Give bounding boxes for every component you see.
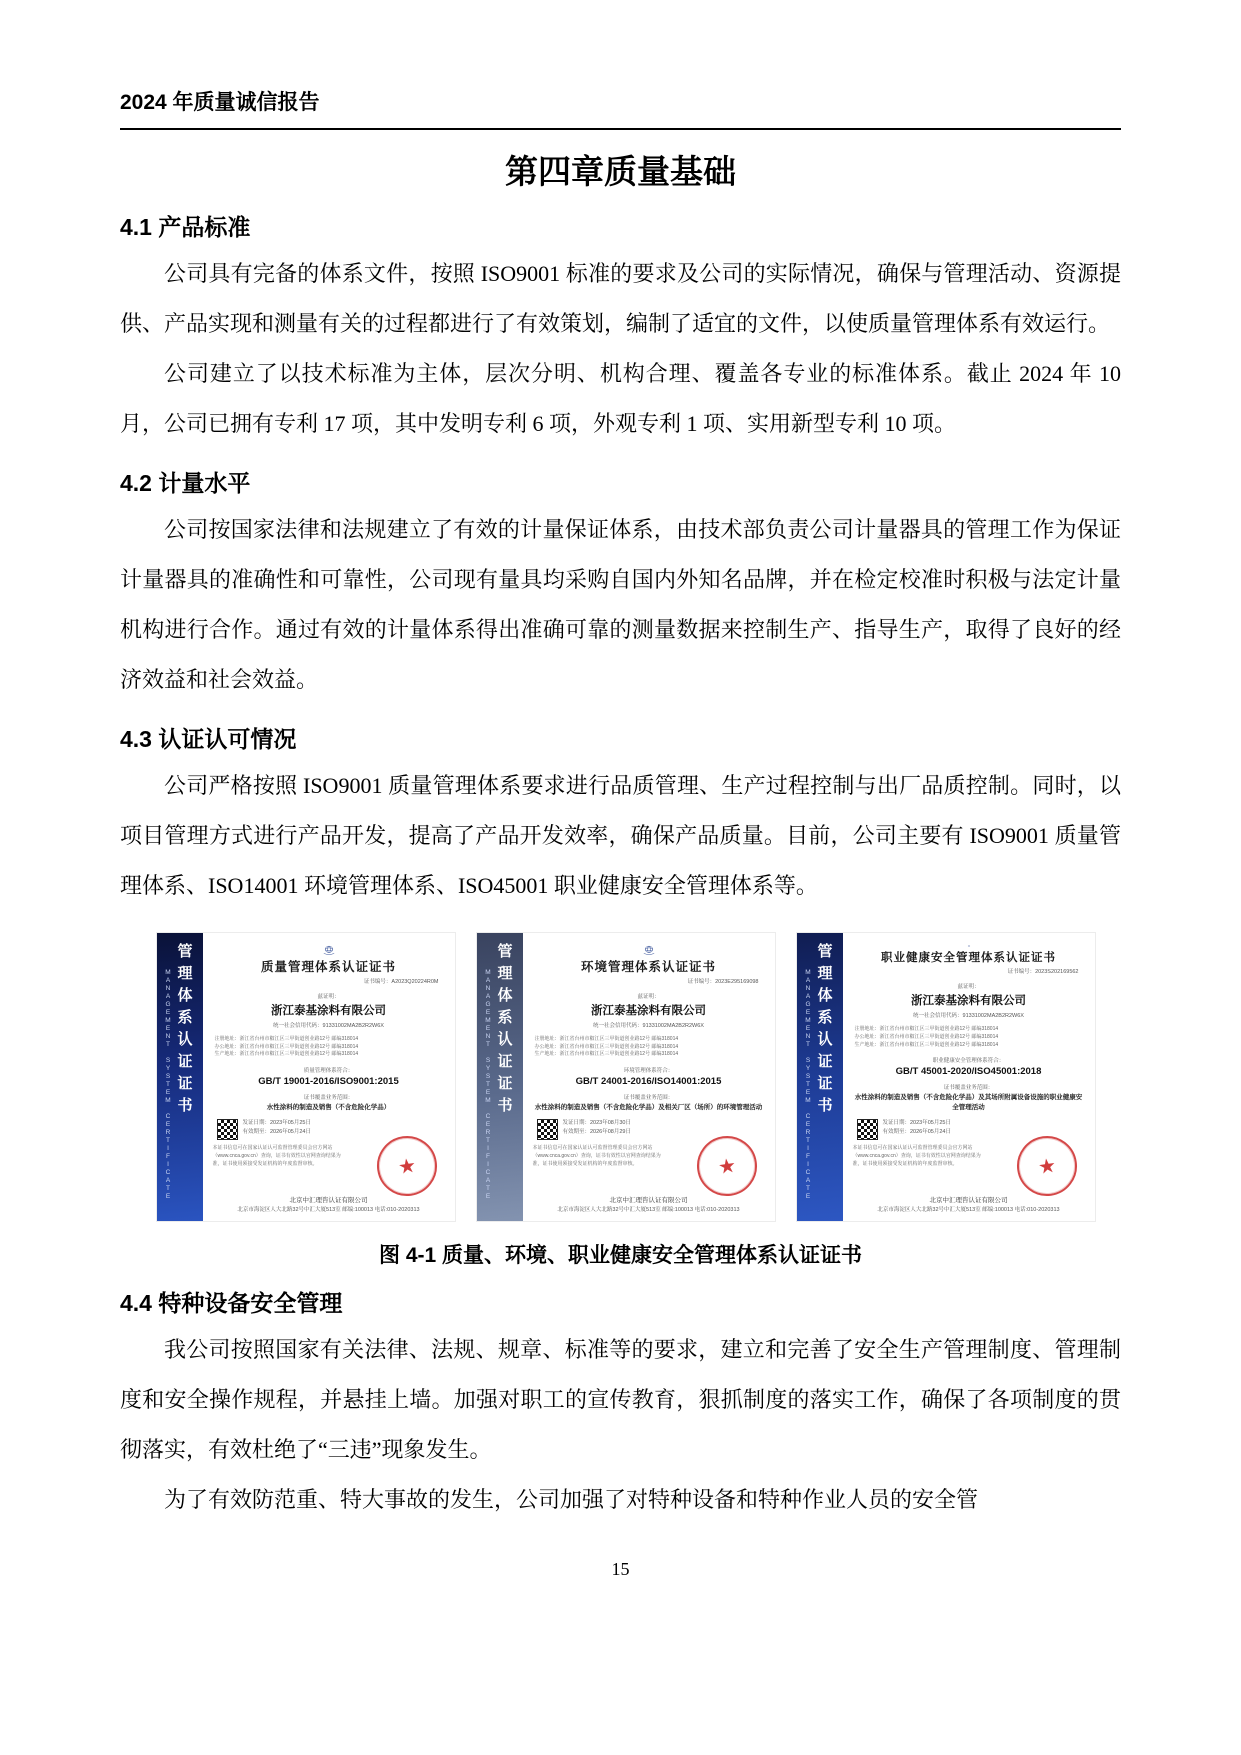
office-address: 办公地址：浙江省台州市椒江区三甲街道创业路12号 邮编318014 <box>534 1043 679 1050</box>
certificate-title: 质量管理体系认证证书 <box>260 959 396 974</box>
figure-caption: 图 4-1 质量、环境、职业健康安全管理体系认证证书 <box>378 1244 863 1267</box>
production-address: 生产地址：浙江省台州市椒江区三甲街道创业路12号 邮编318014 <box>534 1051 679 1058</box>
certificate-number: 证书编号：A2023Q20224R0M <box>363 978 439 985</box>
qr-code-icon <box>537 1119 558 1140</box>
certificate-dates <box>563 1119 631 1138</box>
certificate-footer <box>237 1196 419 1215</box>
issuer-name: 北京中汇理咨认证有限公司 <box>929 1196 1008 1204</box>
production-address: 生产地址：浙江省台州市椒江区三甲街道创业路12号 邮编318014 <box>854 1041 999 1048</box>
certificate-number: 证书编号：2023E295169098 <box>687 978 759 985</box>
scope-text: 水性涂料的制造及销售（不含危险化学品）及其场所附属设备设施的职业健康安全管理活动 <box>854 1094 1083 1112</box>
office-address: 办公地址：浙江省台州市椒江区三甲街道创业路12号 邮编318014 <box>854 1033 999 1040</box>
banner-english-label: MANAGEMENT SYSTEM CERTIFICATE <box>484 969 492 1201</box>
certificate-environment <box>477 933 775 1221</box>
registered-address: 注册地址：浙江省台州市椒江区三甲街道创业路12号 邮编318014 <box>534 1035 679 1042</box>
issue-date: 发证日期：2023年05月25日 <box>242 1119 311 1126</box>
company-name: 浙江泰基涂料有限公司 <box>271 1004 386 1017</box>
paragraph: 公司按国家法律和法规建立了有效的计量保证体系，由技术部负责公司计量器具的管理工作为保证计量器具的准确性和可靠性，公司现有量具均采购自国内外知名品牌，并在检定校准时积极与法定计量机构进行合作。通过有效的计量体系得出准确可靠的测量数据来控制生产、指导生产，取得了良好的经济效益和社会效益。 <box>120 517 1121 692</box>
certificate-dates <box>883 1119 951 1138</box>
verification-note: 本证书信息可在国家认证认可监督管理委员会官方网站（www.cnca.gov.cn）查询，证书有效性以官网查询结果为准，证书使用须接受发证机构的年度监督审核。 <box>212 1144 341 1167</box>
certificate-body <box>843 933 1095 1221</box>
valid-date: 有效期至：2026年05月24日 <box>882 1129 951 1136</box>
section-heading-4-3: 4.3 认证认可情况 <box>120 726 297 752</box>
issuer-name: 北京中汇理咨认证有限公司 <box>289 1196 368 1204</box>
certificate-title: 环境管理体系认证证书 <box>580 959 716 974</box>
scope-label: 证书覆盖业务范围： <box>623 1095 674 1102</box>
production-address: 生产地址：浙江省台州市椒江区三甲街道创业路12号 邮编318014 <box>214 1051 359 1058</box>
certificate-body <box>523 933 775 1221</box>
certificate-number: 证书编号：2023S202169562 <box>1007 969 1079 976</box>
certificate-ohs <box>797 933 1095 1221</box>
conform-label: 职业健康安全管理体系符合： <box>932 1058 1005 1065</box>
paragraph: 公司建立了以技术标准为主体，层次分明、机构合理、覆盖各专业的标准体系。截止 2024 年 10 月，公司已拥有专利 17 项，其中发明专利 6 项，外观专利 1 项、实用新型专利 10 项。 <box>120 361 1121 436</box>
paragraph: 公司严格按照 ISO9001 质量管理体系要求进行品质管理、生产过程控制与出厂品质控制。同时，以项目管理方式进行产品开发，提高了产品开发效率，确保产品质量。目前，公司主要有 ISO9001 质量管理体系、ISO14001 环境管理体系、ISO45001 职业健康安全管理体系等。 <box>120 773 1121 898</box>
credit-code: 统一社会信用代码：91331002MA2B2R2W6X <box>593 1022 704 1029</box>
banner-chinese-label: 管理体系认证证书 <box>495 943 513 1119</box>
credit-code: 统一社会信用代码：91331002MA2B2R2W6X <box>913 1013 1024 1020</box>
registered-address: 注册地址：浙江省台州市椒江区三甲街道创业路12号 邮编318014 <box>214 1035 359 1042</box>
scope-text: 水性涂料的制造及销售（不含危险化学品）及相关厂区（场所）的环境管理活动 <box>534 1104 763 1112</box>
valid-date: 有效期至：2026年08月29日 <box>562 1129 631 1136</box>
section-heading-4-2: 4.2 计量水平 <box>120 470 251 496</box>
certificate-banner <box>797 933 843 1221</box>
banner-english-label: MANAGEMENT SYSTEM CERTIFICATE <box>164 969 172 1201</box>
issuer-name: 北京中汇理咨认证有限公司 <box>609 1196 688 1204</box>
standard-number: GB/T 19001-2016/ISO9001:2015 <box>258 1076 399 1088</box>
note-row <box>213 1144 445 1196</box>
certification-globe-icon <box>627 945 671 955</box>
qr-code-icon <box>217 1119 238 1140</box>
banner-chinese-label: 管理体系认证证书 <box>815 943 833 1119</box>
scope-text: 水性涂料的制造及销售（不含危险化学品） <box>266 1104 391 1112</box>
certificate-figure <box>130 933 1121 1221</box>
standard-number: GB/T 24001-2016/ISO14001:2015 <box>575 1076 722 1088</box>
paragraph: 公司具有完备的体系文件，按照 ISO9001 标准的要求及公司的实际情况，确保与管理活动、资源提供、产品实现和测量有关的过程都进行了有效策划，编制了适宜的文件，以使质量管理体系有效运行。 <box>120 261 1121 336</box>
issuer-address: 北京市海淀区人大北路32号中汇大厦513室 邮编:100013 电话:010-2020313 <box>557 1207 740 1214</box>
certificate-banner <box>157 933 203 1221</box>
certificate-body <box>203 933 455 1221</box>
conform-label: 质量管理体系符合： <box>303 1068 354 1075</box>
company-name: 浙江泰基涂料有限公司 <box>911 995 1026 1008</box>
qr-code-icon <box>857 1119 878 1140</box>
note-row <box>853 1144 1085 1196</box>
paragraph: 为了有效防范重、特大事故的发生，公司加强了对特种设备和特种作业人员的安全管 <box>164 1487 979 1512</box>
certificate-title: 职业健康安全管理体系认证证书 <box>881 952 1056 965</box>
verification-note: 本证书信息可在国家认证认可监督管理委员会官方网站（www.cnca.gov.cn）查询，证书有效性以官网查询结果为准，证书使用须接受发证机构的年度监督审核。 <box>532 1144 661 1167</box>
prove-label: 兹证明： <box>317 993 340 1000</box>
note-row <box>533 1144 765 1196</box>
standard-number: GB/T 45001-2020/ISO45001:2018 <box>895 1066 1042 1078</box>
issue-date: 发证日期：2023年08月30日 <box>562 1119 631 1126</box>
company-name: 浙江泰基涂料有限公司 <box>591 1004 706 1017</box>
qr-row <box>857 1119 951 1140</box>
page-header: 2024 年质量诚信报告 <box>120 86 1121 130</box>
address-lines <box>855 1026 999 1049</box>
chapter-title: 第四章质量基础 <box>505 153 736 190</box>
red-seal-icon: ★ <box>373 1132 441 1200</box>
certification-globe-icon <box>307 945 351 955</box>
credit-code: 统一社会信用代码：91331002MA2B2R2W6X <box>273 1022 384 1029</box>
office-address: 办公地址：浙江省台州市椒江区三甲街道创业路12号 邮编318014 <box>214 1043 359 1050</box>
certificate-banner <box>477 933 523 1221</box>
registered-address: 注册地址：浙江省台州市椒江区三甲街道创业路12号 邮编318014 <box>854 1026 999 1033</box>
certificate-dates <box>243 1119 311 1138</box>
qr-row <box>217 1119 311 1140</box>
scope-label: 证书覆盖业务范围： <box>943 1085 994 1092</box>
verification-note: 本证书信息可在国家认证认可监督管理委员会官方网站（www.cnca.gov.cn）查询，证书有效性以官网查询结果为准，证书使用须接受发证机构的年度监督审核。 <box>852 1144 981 1167</box>
conform-label: 环境管理体系符合： <box>623 1068 674 1075</box>
certificate-footer <box>877 1196 1059 1215</box>
section-heading-4-1: 4.1 产品标准 <box>120 214 251 240</box>
certificate-quality <box>157 933 455 1221</box>
issuer-address: 北京市海淀区人大北路32号中汇大厦513室 邮编:100013 电话:010-2020313 <box>877 1207 1060 1214</box>
section-heading-4-4: 4.4 特种设备安全管理 <box>120 1290 343 1316</box>
banner-chinese-label: 管理体系认证证书 <box>175 943 193 1119</box>
certification-globe-icon <box>947 945 991 947</box>
qr-row <box>537 1119 631 1140</box>
prove-label: 兹证明： <box>637 993 660 1000</box>
issue-date: 发证日期：2023年05月25日 <box>882 1119 951 1126</box>
page-number: 15 <box>611 1559 630 1579</box>
certificate-footer <box>557 1196 739 1215</box>
address-lines <box>535 1036 679 1059</box>
paragraph: 我公司按照国家有关法律、法规、规章、标准等的要求，建立和完善了安全生产管理制度、管理制度和安全操作规程，并悬挂上墙。加强对职工的宣传教育，狠抓制度的落实工作，确保了各项制度的贯彻落实，有效杜绝了“三违”现象发生。 <box>120 1337 1121 1462</box>
red-seal-icon: ★ <box>1013 1132 1081 1200</box>
issuer-address: 北京市海淀区人大北路32号中汇大厦513室 邮编:100013 电话:010-2020313 <box>237 1207 420 1214</box>
prove-label: 兹证明： <box>957 984 980 991</box>
scope-label: 证书覆盖业务范围： <box>303 1095 354 1102</box>
red-seal-icon: ★ <box>693 1132 761 1200</box>
banner-english-label: MANAGEMENT SYSTEM CERTIFICATE <box>804 969 812 1201</box>
address-lines <box>215 1036 359 1059</box>
valid-date: 有效期至：2026年05月24日 <box>242 1129 311 1136</box>
